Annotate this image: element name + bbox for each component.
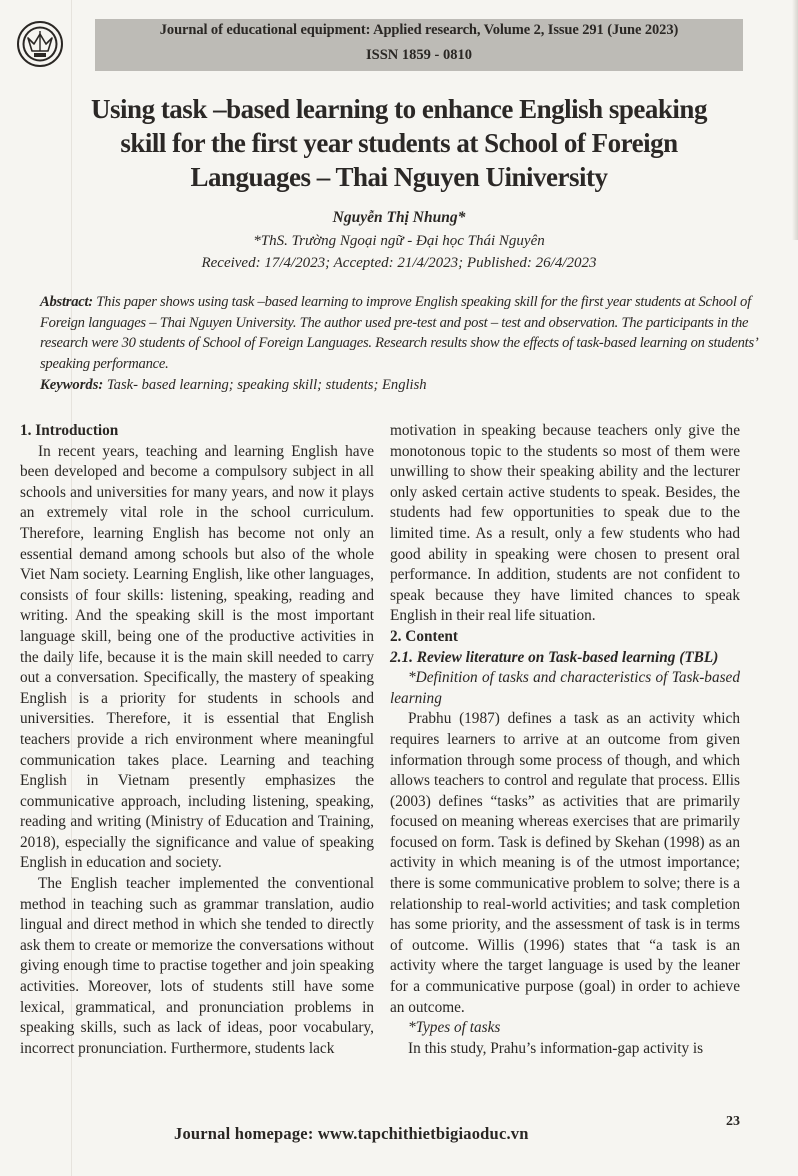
article-title [20,92,778,194]
journal-crown-seal-icon [17,21,63,67]
types-heading: *Types of tasks [408,1019,501,1037]
author-name: Nguyễn Thị Nhung* [332,209,466,226]
page-number: 23 [726,1114,740,1129]
title-line: Using task –based learning to enhance English speaking [91,94,707,124]
page-edge-shadow [792,0,798,240]
right-column [390,421,740,1059]
paragraph: Prabhu (1987) defines a task as an activity which requires learners to arrive at an outcome from given information through some process of though, and which allows teachers to control and regulate that process. Ellis (2003) defines “tasks” as activities that are primarily focused on meaning whereas exercises that are primarily focused on form. Task is defined by Skehan (1998) as an activity in which meaning is of the utmost importance; there is some communicative problem to solve; there is a relationship to real-world activities; and task completion has some priority, and the assessment of task is in terms of outcome. Willis (1996) states that “a task is an activity where the target language is used by the leaner for a communicative purpose (goal) in order to achieve an outcome. [390,710,740,1016]
keywords [40,377,762,394]
journal-homepage: Journal homepage: www.tapchithietbigiaoduc.vn [174,1124,529,1143]
section-heading-content: 2. Content [390,627,458,645]
journal-issn: ISSN 1859 - 0810 [366,47,472,63]
abstract [40,292,762,374]
title-line: Languages – Thai Nguyen Uiniversity [190,162,608,192]
abstract-text: This paper shows using task –based learning to improve English speaking skill for the first year students at School of Foreign languages – Thai Nguyen University. The author used pre-test and post – test and observation. The participants in the research were 30 students of School of Foreign Languages. Research results show the effects of task-based learning on students’ speaking performance. [40,294,757,372]
keywords-text: Task- based learning; speaking skill; students; English [103,377,427,393]
left-column [20,421,374,1059]
keywords-label: Keywords: [40,377,104,393]
publication-dates: Received: 17/4/2023; Accepted: 21/4/2023; Published: 26/4/2023 [201,255,597,271]
author-affiliation: *ThS. Trường Ngoại ngữ - Đại học Thái Nguyên [253,233,545,249]
paragraph: The English teacher implemented the conventional method in teaching such as grammar translation, audio lingual and direct method in which she tended to directly ask them to create or memorize the conversations without giving enough time to practise together and join speaking activities. Moreover, lots of students still have some lexical, grammatical, and pronunciation problems in speaking skills, such as lack of ideas, poor vocabulary, incorrect pronunciation. Furthermore, students lack [20,875,374,1057]
paragraph: motivation in speaking because teachers only give the monotonous topic to the students so most of them were unwilling to show their speaking ability and the lecturer only asked certain active students to speak. Besides, the students had few opportunities to speak due to the limited time. As a result, only a few students who had good ability in speaking were chosen to present oral performance. In addition, students are not confident to speak because they have limited chances to speak English in their real life situation. [390,422,740,625]
paragraph: In this study, Prahu’s information-gap activity is [408,1039,704,1057]
section-heading-introduction: 1. Introduction [20,422,119,439]
definition-heading: *Definition of tasks and characteristics of Task-based learning [390,669,740,707]
title-line: skill for the first year students at School of Foreign [120,128,678,158]
abstract-label: Abstract: [40,294,93,310]
subsection-heading-tbl: 2.1. Review literature on Task-based learning (TBL) [390,648,719,666]
paragraph: In recent years, teaching and learning English have been developed and become a compulsory subject in all schools and universities for many years, and now it plays an extremely vital role in the school curriculum. Therefore, learning English has become not only an essential demand among schools but also of the whole Viet Nam society. Learning English, like other languages, consists of four skills: listening, speaking, reading and writing. And the speaking skill is the most important language skill, being one of the productive activities in the daily life, because it is the main skill needed to carry out a conversation. Specifically, the mastery of speaking English is a priority for students in schools and universities. Therefore, it is essential that English teachers provide a rich environment where meaningful communication takes place. Learning and teaching English in Vietnam presently emphasizes the communicative approach, including listening, speaking, reading and writing (Ministry of Education and Training, 2018), especially the significance and value of speaking English in education and society. [20,442,374,872]
journal-citation: Journal of educational equipment: Applied research, Volume 2, Issue 291 (June 2023) [159,22,679,38]
